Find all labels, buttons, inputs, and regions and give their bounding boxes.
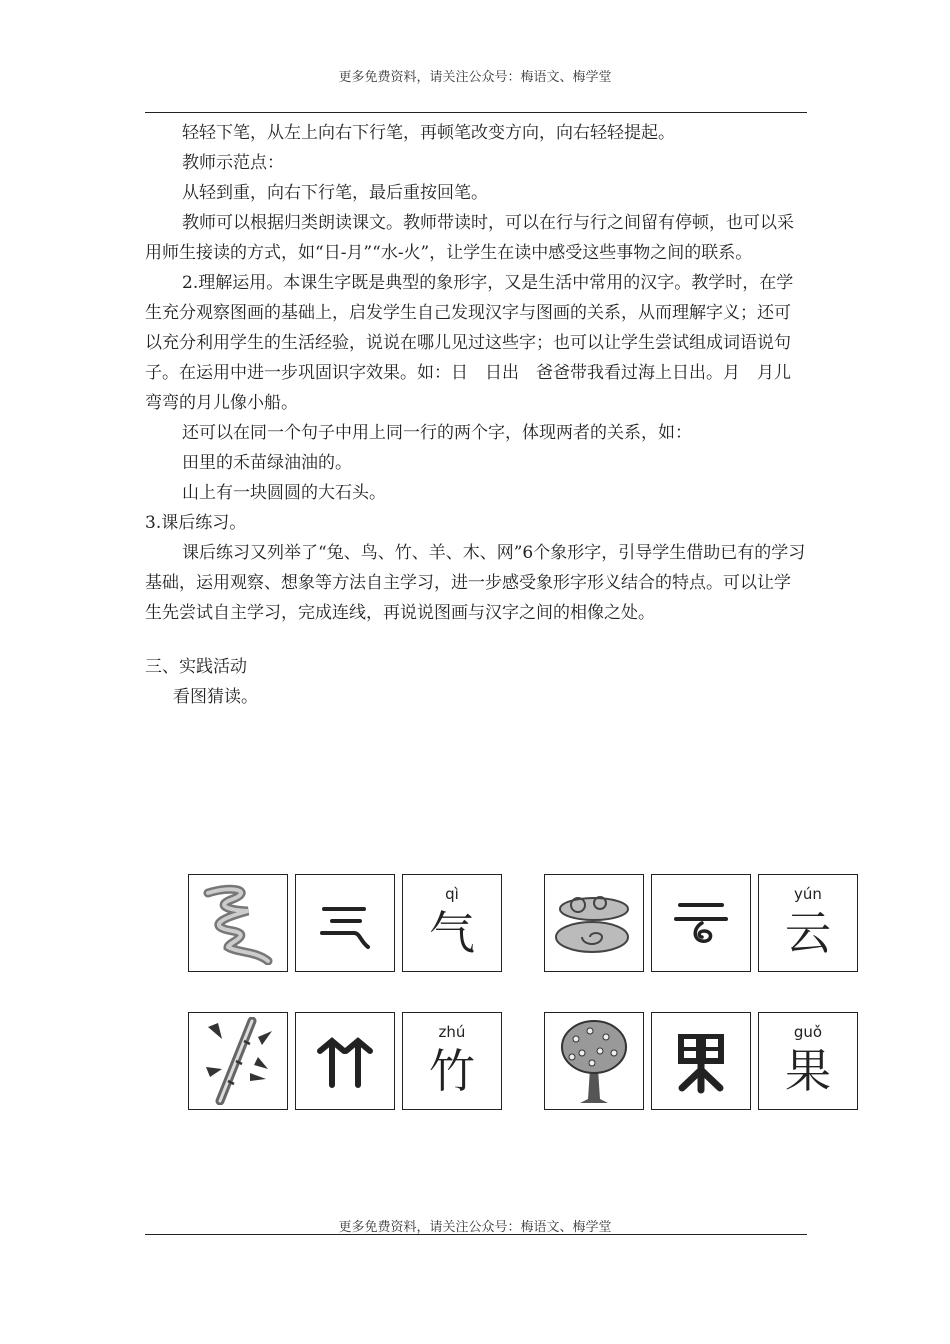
- qi-picture-card: [188, 874, 288, 972]
- card-group-zhu: [188, 1012, 502, 1110]
- guo-modern-card: [758, 1012, 858, 1110]
- fruit-tree-picture-icon: [554, 1017, 634, 1105]
- bamboo-picture-icon: [198, 1017, 278, 1105]
- paragraph: 3.课后练习。: [145, 513, 247, 533]
- yun-modern-card: [758, 874, 858, 972]
- section-subtitle: 看图猜读。: [173, 687, 258, 707]
- yun-ancient-glyph-icon: [666, 893, 736, 953]
- hanzi-label: 气: [429, 906, 475, 960]
- pinyin-label: guǒ: [793, 1023, 823, 1041]
- guo-ancient-glyph-icon: [666, 1026, 736, 1096]
- yun-picture-card: [544, 874, 644, 972]
- card-group-qi: [188, 874, 502, 972]
- paragraph: 2.理解运用。本课生字既是典型的象形字，又是生活中常用的汉字。教学时，在学生充分观察图画的基础上，启发学生自己发现汉字与图画的关系，从而理解字义；还可以充分利用学生的生活经验，说说在哪儿见过这些字；也可以让学生尝试组成词语说句子。在运用中进一步巩固识字效果。如：日 日出 爸爸带我看过海上日出。月 月儿 弯弯的月儿像小船。: [145, 273, 808, 413]
- paragraph: 轻轻下笔，从左上向右下行笔，再顿笔改变方向，向右轻轻提起。: [182, 123, 675, 143]
- pinyin-label: yún: [794, 885, 822, 903]
- zhu-picture-card: [188, 1012, 288, 1110]
- card-group-yun: [544, 874, 858, 972]
- qi-ancient-card: [295, 874, 395, 972]
- paragraph: 教师可以根据归类朗读课文。教师带读时，可以在行与行之间留有停顿，也可以采用师生接读的方式，如“日-月”“水-火”，让学生在读中感受这些事物之间的联系。: [145, 213, 794, 263]
- guo-picture-card: [544, 1012, 644, 1110]
- card-row-1: [188, 874, 858, 972]
- guo-ancient-card: [651, 1012, 751, 1110]
- card-row-2: [188, 1012, 858, 1110]
- zhu-ancient-card: [295, 1012, 395, 1110]
- paragraph: 从轻到重，向右下行笔，最后重按回笔。: [182, 183, 488, 203]
- qi-ancient-glyph-icon: [310, 893, 380, 953]
- section-title: 三、实践活动: [145, 657, 247, 677]
- qi-modern-card: [402, 874, 502, 972]
- paragraph: 山上有一块圆圆的大石头。: [182, 483, 386, 503]
- page-footer: 更多免费资料，请关注公众号：梅语文、梅学堂: [338, 1220, 612, 1235]
- hanzi-label: 竹: [429, 1044, 475, 1098]
- pinyin-label: zhú: [438, 1023, 466, 1041]
- pinyin-label: qì: [445, 885, 459, 903]
- footer-rule: [145, 1234, 807, 1235]
- card-group-guo: [544, 1012, 858, 1110]
- header-rule: [145, 112, 807, 113]
- page-header: 更多免费资料，请关注公众号：梅语文、梅学堂: [338, 70, 612, 85]
- cloud-picture-icon: [552, 885, 636, 961]
- vapor-picture-icon: [198, 881, 278, 965]
- document-body: [145, 118, 807, 712]
- paragraph: 教师示范点：: [182, 153, 284, 173]
- paragraph: 课后练习又列举了“兔、鸟、竹、羊、木、网”6个象形字，引导学生借助已有的学习基础，运用观察、想象等方法自主学习，进一步感受象形字形义结合的特点。可以让学生先尝试自主学习，完成连线，再说说图画与汉字之间的相像之处。: [145, 543, 806, 623]
- yun-ancient-card: [651, 874, 751, 972]
- paragraph: 还可以在同一个句子中用上同一行的两个字，体现两者的关系，如：: [182, 423, 692, 443]
- hanzi-label: 果: [785, 1044, 831, 1098]
- hanzi-label: 云: [785, 906, 831, 960]
- zhu-ancient-glyph-icon: [310, 1031, 380, 1091]
- paragraph: 田里的禾苗绿油油的。: [182, 453, 352, 473]
- zhu-modern-card: [402, 1012, 502, 1110]
